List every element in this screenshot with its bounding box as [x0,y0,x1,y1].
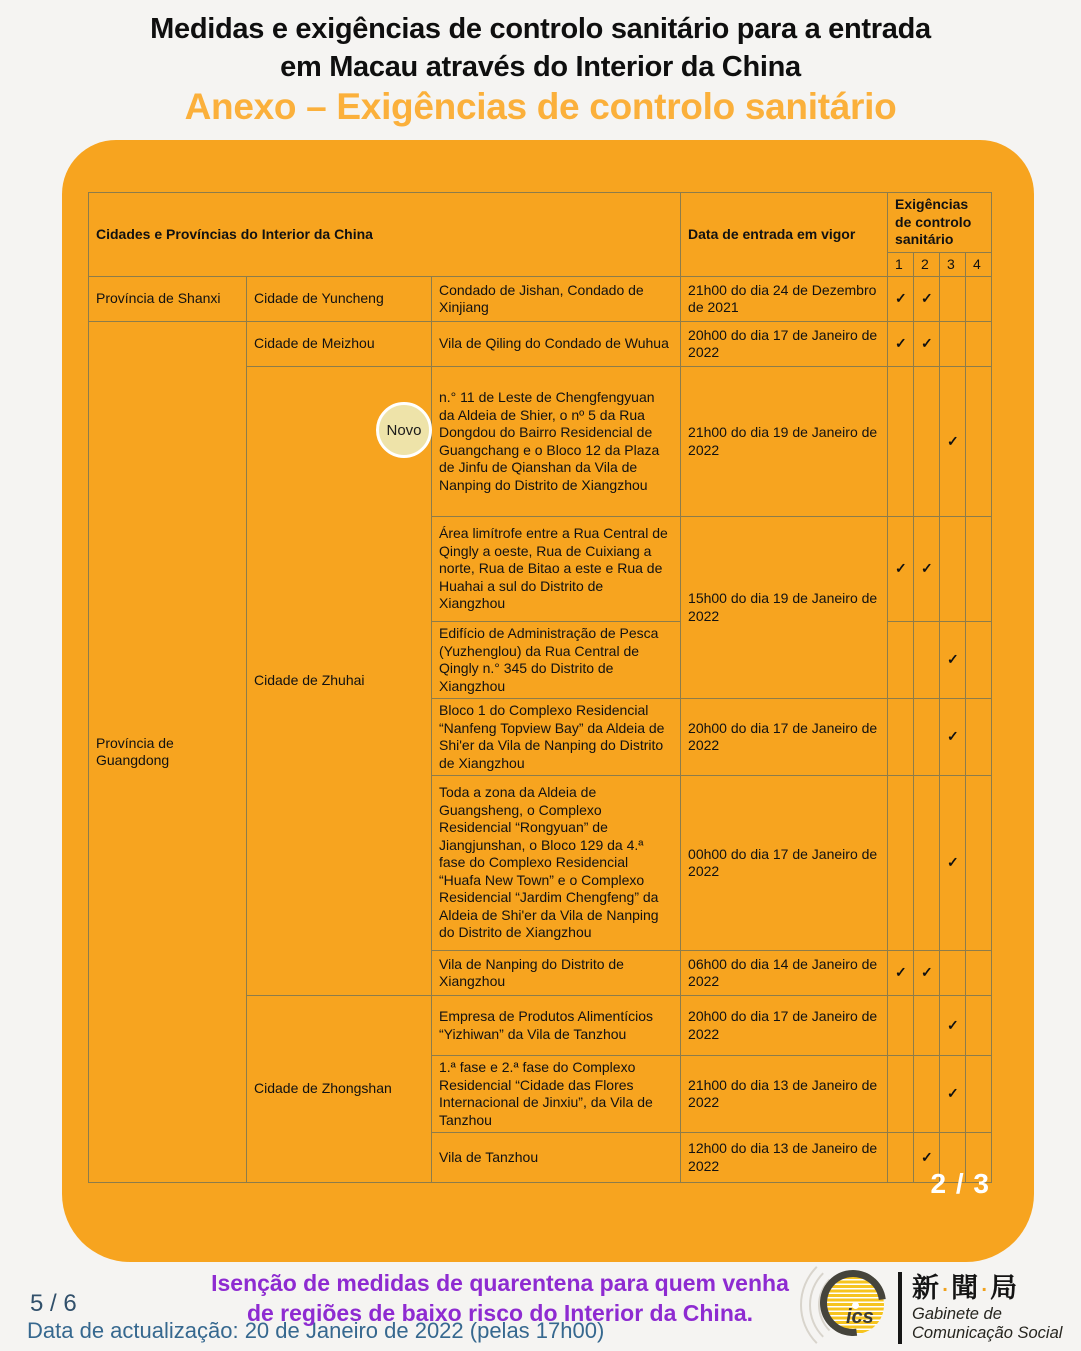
check-cell-2: ✓ [914,277,940,322]
req-col-2: 2 [914,252,940,277]
check-cell-2 [914,699,940,776]
cjk-char: 新 [912,1273,941,1304]
footer-page-indicator: 5 / 6 [30,1290,77,1317]
header-requirements: Exigências de controlo sanitário [888,193,992,253]
exemption-line2: de regiões de baixo risco do Interior da China. [246,1300,754,1326]
province-cell-guangdong: Província de Guangdong [89,322,247,1183]
cjk-dot: · [981,1280,990,1299]
check-cell-2: ✓ [914,322,940,367]
city-cell-zhuhai: Cidade de Zhuhai [247,367,432,996]
check-cell-1 [888,1133,914,1183]
location-cell: Vila de Nanping do Distrito de Xiangzhou [432,951,681,996]
check-cell-4 [966,776,992,951]
logo-text-block [912,1266,1062,1343]
check-cell-1: ✓ [888,951,914,996]
entry-date-cell: 21h00 do dia 13 de Janeiro de 2022 [681,1056,888,1133]
check-cell-2 [914,776,940,951]
gcs-logo [792,1262,1081,1351]
location-cell: n.° 11 de Leste de Chengfengyuan da Aldeia de Shier, o nº 5 da Rua Dongdou do Bairro Residencial de Guangchang e o Bloco 12 da Plaza de Jinfu de Qianshan da Vila de Nanping do Distrito de Xiangzhou [432,367,681,517]
logo-pt-line1: Gabinete de [912,1305,1002,1323]
check-cell-2 [914,367,940,517]
annex-subtitle: Anexo – Exigências de controlo sanitário [184,86,897,127]
check-cell-2: ✓ [914,951,940,996]
check-cell-1 [888,996,914,1056]
check-cell-4 [966,367,992,517]
req-col-1: 1 [888,252,914,277]
location-cell: Empresa de Produtos Alimentícios “Yizhiwan” da Vila de Tanzhou [432,996,681,1056]
exemption-line1: Isenção de medidas de quarentena para quem venha [211,1270,789,1296]
cjk-char: 聞 [951,1273,981,1304]
check-cell-3 [940,517,966,622]
check-cell-3 [940,951,966,996]
city-cell-zhongshan: Cidade de Zhongshan [247,996,432,1183]
cjk-dot: · [942,1280,951,1299]
check-cell-3: ✓ [940,699,966,776]
check-cell-3 [940,322,966,367]
card-page-badge: 2 / 3 [930,1168,990,1199]
check-cell-1: ✓ [888,322,914,367]
check-cell-1 [888,367,914,517]
check-cell-3: ✓ [940,996,966,1056]
header [0,10,1081,128]
city-cell-meizhou: Cidade de Meizhou [247,322,432,367]
check-cell-1 [888,776,914,951]
entry-date-cell: 21h00 do dia 19 de Janeiro de 2022 [681,367,888,517]
check-cell-4 [966,277,992,322]
check-cell-1 [888,1056,914,1133]
check-cell-2 [914,622,940,699]
location-cell: Área limítrofe entre a Rua Central de Qingly a oeste, Rua de Cuixiang a norte, Rua de Bitao a este e Rua de Huahai a sul do Distrito de Xiangzhou [432,517,681,622]
logo-divider [898,1272,902,1344]
check-cell-1: ✓ [888,517,914,622]
location-cell: Vila de Tanzhou [432,1133,681,1183]
entry-date-cell: 20h00 do dia 17 de Janeiro de 2022 [681,996,888,1056]
logo-acronym: ics [846,1306,874,1328]
page-title-line2: em Macau através do Interior da China [280,51,801,83]
province-cell-shanxi: Província de Shanxi [89,277,247,322]
table-row [89,277,992,322]
entry-date-cell: 06h00 do dia 14 de Janeiro de 2022 [681,951,888,996]
req-col-4: 4 [966,252,992,277]
header-cities-provinces: Cidades e Províncias do Interior da China [89,193,681,277]
check-cell-3: ✓ [940,367,966,517]
logo-pt-line2: Comunicação Social [912,1324,1063,1342]
entry-date-cell: 20h00 do dia 17 de Janeiro de 2022 [681,322,888,367]
location-cell: Condado de Jishan, Condado de Xinjiang [432,277,681,322]
check-cell-1 [888,699,914,776]
check-cell-3: ✓ [940,1056,966,1133]
logo-cjk-name [912,1266,1062,1305]
location-cell: Bloco 1 do Complexo Residencial “Nanfeng Topview Bay” da Aldeia de Shi'er da Vila de Nanping do Distrito de Xiangzhou [432,699,681,776]
content-card [62,140,1034,1262]
header-entry-date: Data de entrada em vigor [681,193,888,277]
city-cell-yuncheng: Cidade de Yuncheng [247,277,432,322]
entry-date-cell: 12h00 do dia 13 de Janeiro de 2022 [681,1133,888,1183]
check-cell-1: ✓ [888,277,914,322]
entry-date-cell: 21h00 do dia 24 de Dezembro de 2021 [681,277,888,322]
check-cell-3: ✓ [940,776,966,951]
check-cell-4 [966,951,992,996]
check-cell-3 [940,277,966,322]
table-row [89,322,992,367]
check-cell-1 [888,622,914,699]
entry-date-cell: 20h00 do dia 17 de Janeiro de 2022 [681,699,888,776]
check-cell-3: ✓ [940,622,966,699]
check-cell-4 [966,622,992,699]
entry-date-cell-merged: 15h00 do dia 19 de Janeiro de 2022 [681,517,888,699]
cjk-char: 局 [990,1273,1020,1304]
location-cell: 1.ª fase e 2.ª fase do Complexo Residencial “Cidade das Flores Internacional de Jinxiu”, da Vila de Tanzhou [432,1056,681,1133]
check-cell-2: ✓ [914,1133,940,1183]
check-cell-4 [966,699,992,776]
check-cell-4 [966,322,992,367]
page-title-line1: Medidas e exigências de controlo sanitário para a entrada [150,13,931,45]
location-cell: Edifício de Administração de Pesca (Yuzhenglou) da Rua Central de Qingly n.° 345 do Distrito de Xiangzhou [432,622,681,699]
check-cell-2 [914,996,940,1056]
footer-exemption-note [160,1268,840,1328]
location-cell: Vila de Qiling do Condado de Wuhua [432,322,681,367]
location-cell: Toda a zona da Aldeia de Guangsheng, o Complexo Residencial “Rongyuan” de Jiangjunshan, o Bloco 129 da 4.ª fase do Complexo Residencial “Huafa New Town” e o Complexo Residencial “Jardim Chengfeng” da Aldeia de Shi'er da Vila de Nanping do Distrito de Xiangzhou [432,776,681,951]
footer-update-date: Data de actualização: 20 de Janeiro de 2022 (pelas 17h00) [27,1318,605,1343]
check-cell-4 [966,517,992,622]
check-cell-2 [914,1056,940,1133]
check-cell-2: ✓ [914,517,940,622]
req-col-3: 3 [940,252,966,277]
sanitary-requirements-table [88,192,992,1183]
entry-date-cell: 00h00 do dia 17 de Janeiro de 2022 [681,776,888,951]
check-cell-4 [966,996,992,1056]
check-cell-4 [966,1056,992,1133]
novo-badge: Novo [376,402,432,458]
